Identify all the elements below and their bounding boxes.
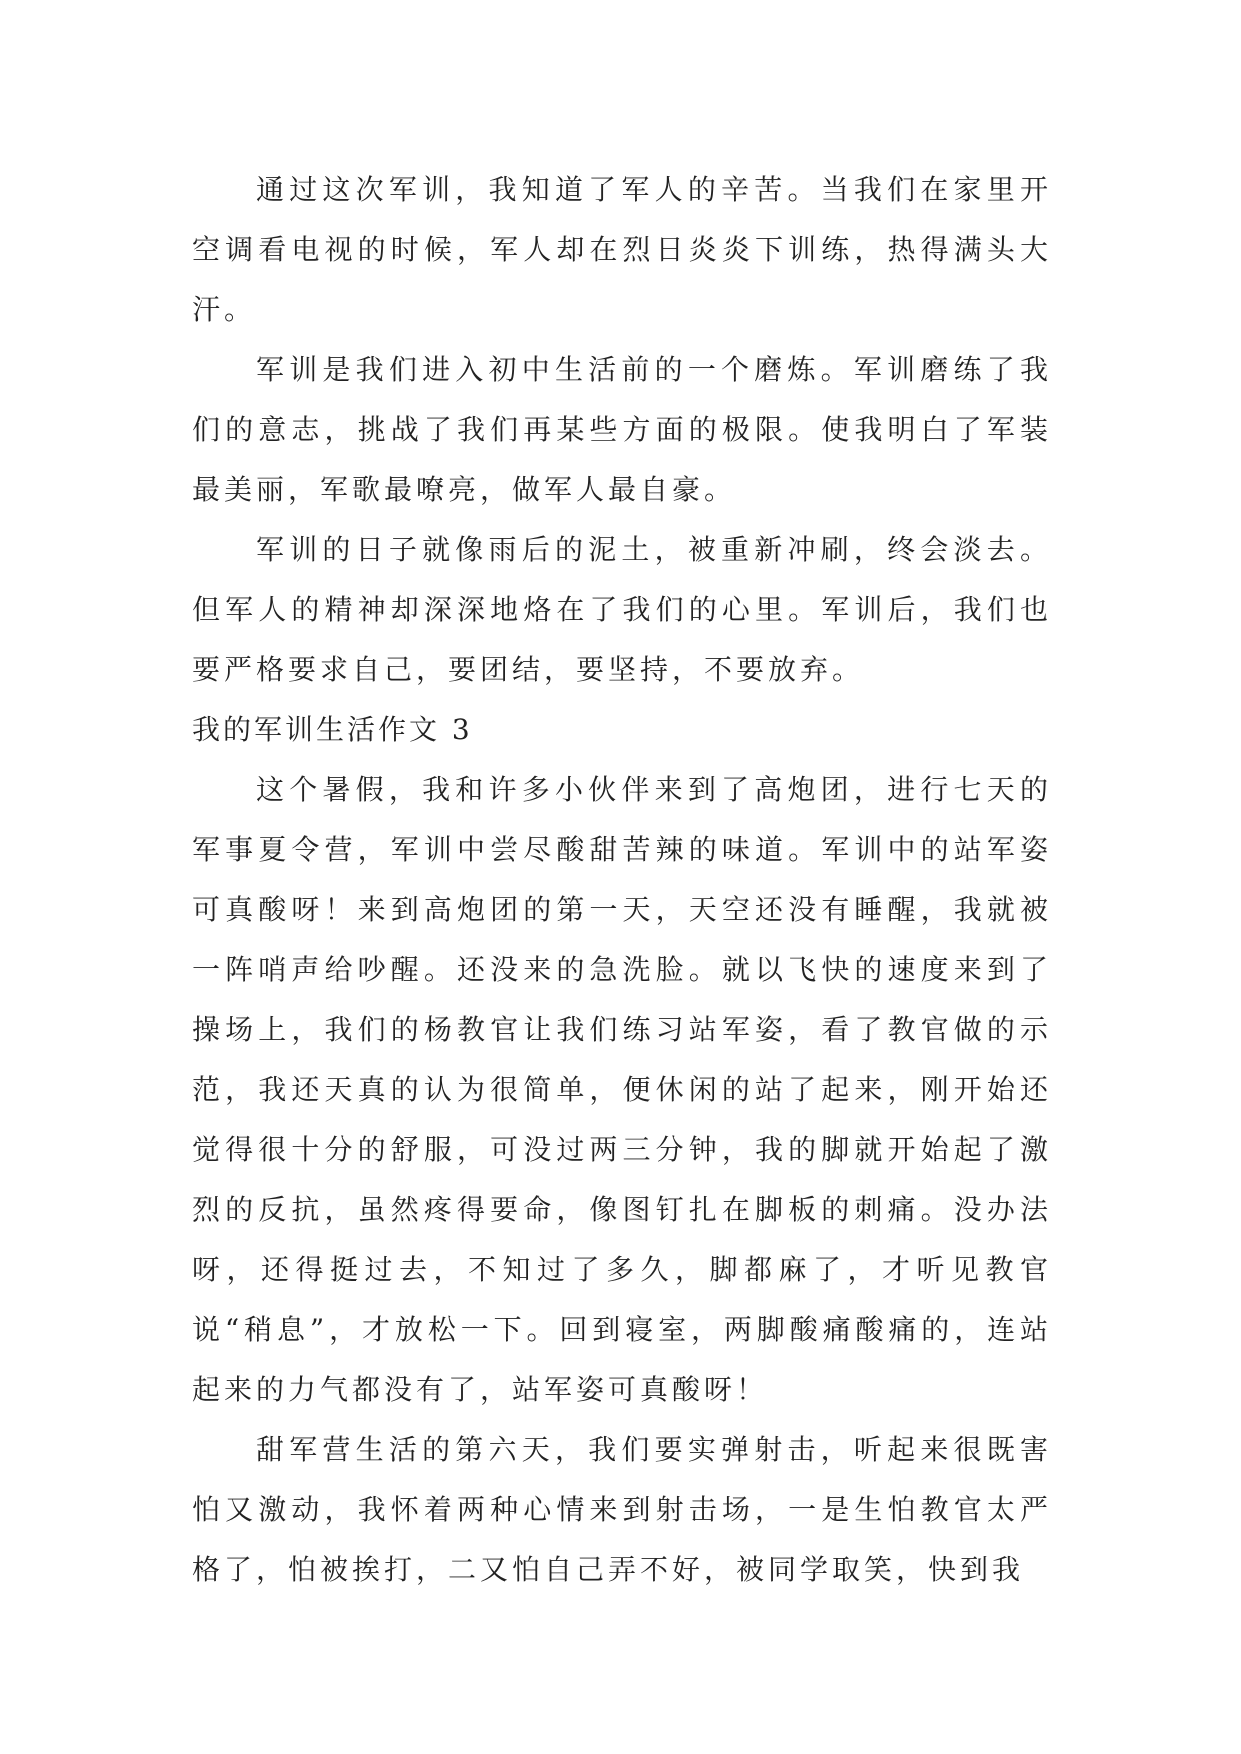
paragraph: 甜军营生活的第六天，我们要实弹射击，听起来很既害怕又激动，我怀着两种心情来到射击场，一是生怕教官太严格了，怕被挨打，二又怕自己弄不好，被同学取笑，快到我 [192,1433,1052,1586]
section-title: 我的军训生活作文 3 [192,713,473,746]
paragraph: 这个暑假，我和许多小伙伴来到了高炮团，进行七天的军事夏令营，军训中尝尽酸甜苦辣的味道。军训中的站军姿可真酸呀！来到高炮团的第一天，天空还没有睡醒，我就被一阵哨声给吵醒。还没来的急洗脸。就以飞快的速度来到了操场上，我们的杨教官让我们练习站军姿，看了教官做的示范，我还天真的认为很简单，便休闲的站了起来，刚开始还觉得很十分的舒服，可没过两三分钟，我的脚就开始起了激烈的反抗，虽然疼得要命，像图钉扎在脚板的刺痛。没办法呀，还得挺过去，不知过了多久，脚都麻了，才听见教官说“稍息”，才放松一下。回到寝室，两脚酸痛酸痛的，连站起来的力气都没有了，站军姿可真酸呀！ [192,773,1052,1406]
paragraph: 军训是我们进入初中生活前的一个磨炼。军训磨练了我们的意志，挑战了我们再某些方面的极限。使我明白了军装最美丽，军歌最嘹亮，做军人最自豪。 [192,353,1052,506]
paragraph: 通过这次军训，我知道了军人的辛苦。当我们在家里开空调看电视的时候，军人却在烈日炎炎下训练，热得满头大汗。 [192,173,1052,326]
paragraph: 军训的日子就像雨后的泥土，被重新冲刷，终会淡去。但军人的精神却深深地烙在了我们的心里。军训后，我们也要严格要求自己，要团结，要坚持，不要放弃。 [192,533,1052,686]
document-body [192,160,1052,1600]
